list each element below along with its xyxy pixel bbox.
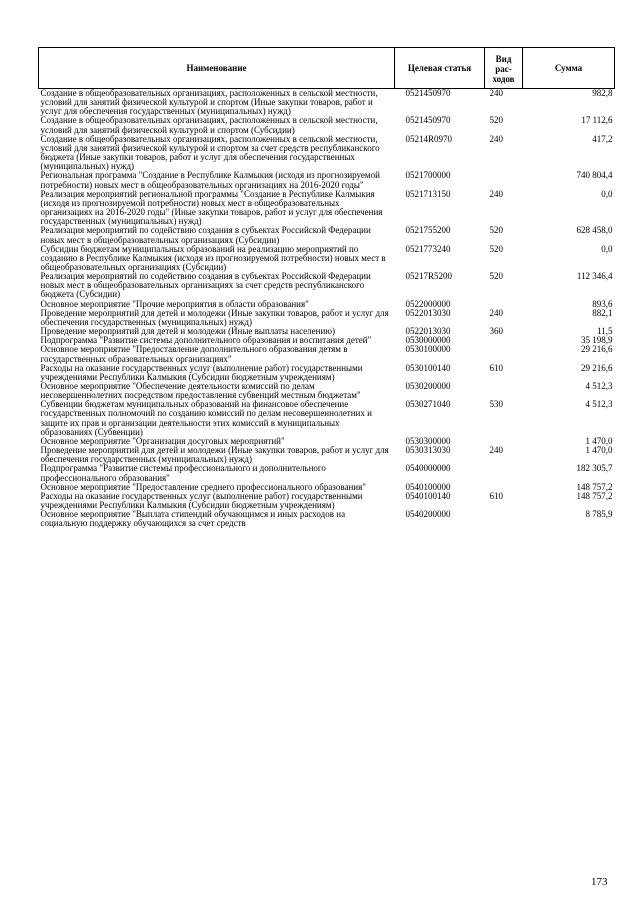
table-body xyxy=(39,89,615,529)
row-sum: 182 305,7 xyxy=(576,463,613,474)
table-row xyxy=(39,171,615,189)
table-row xyxy=(39,400,615,437)
row-name: Подпрограмма "Развитие системы дополнительного образования и воспитания детей" xyxy=(40,335,372,346)
row-name: Создание в общеобразовательных организациях, расположенных в сельской местности, условий для занятий физической культурой и спортом (Субсидии) xyxy=(40,115,378,135)
row-sum: 29 216,6 xyxy=(581,344,613,355)
table-row xyxy=(39,492,615,510)
row-target-article: 0530100000 xyxy=(405,344,451,355)
row-sum: 893,6 xyxy=(592,298,613,309)
row-name: Основное мероприятие "Выплата стипендий обучающимся и иных расходов на социальную поддержку обучающихся за счет средств xyxy=(40,509,346,529)
table-row xyxy=(39,135,615,172)
row-target-article: 0521700000 xyxy=(405,170,451,181)
row-target-article: 0521450970 xyxy=(405,88,451,98)
row-name: Подпрограмма "Развитие системы профессионального и дополнительного профессионального образования" xyxy=(40,463,326,483)
row-sum: 11,5 xyxy=(597,326,613,337)
row-expense-type: 610 xyxy=(489,362,503,373)
row-target-article: 0521450970 xyxy=(405,115,451,126)
row-expense-type xyxy=(485,345,523,363)
row-target-article: 0540000000 xyxy=(405,463,451,474)
budget-table xyxy=(38,47,615,529)
row-expense-type: 530 xyxy=(489,399,503,410)
row-sum: 417,2 xyxy=(592,133,613,144)
row-target-article: 0521755200 xyxy=(405,225,451,236)
row-sum: 1 470,0 xyxy=(585,435,613,446)
table-row xyxy=(39,464,615,482)
table-row xyxy=(39,446,615,464)
row-sum: 1 470,0 xyxy=(585,445,613,456)
row-target-article: 0540100000 xyxy=(405,481,451,492)
row-sum: 148 757,2 xyxy=(576,481,613,492)
row-target-article: 0530271040 xyxy=(405,399,451,410)
header-expense-type xyxy=(485,48,523,89)
table-row xyxy=(39,382,615,400)
row-name: Основное мероприятие "Организация досуговых мероприятий" xyxy=(40,435,285,446)
row-sum: 29 216,6 xyxy=(581,362,613,373)
row-target-article: 0522013030 xyxy=(405,326,451,337)
row-expense-type: 520 xyxy=(489,271,503,282)
row-expense-type xyxy=(485,171,523,189)
row-expense-type xyxy=(485,510,523,528)
row-name: Проведение мероприятий для детей и молодежи (Иные закупки товаров, работ и услуг для обеспечения государственных (муниципальных) нужд) xyxy=(40,445,389,465)
page-number: 173 xyxy=(591,876,608,888)
table-row xyxy=(39,89,615,117)
row-expense-type: 520 xyxy=(489,243,503,254)
row-name: Расходы на оказание государственных услуг (выполнение работ) государственными учреждениями Республики Калмыкия (Субсидии бюджетным учреждениям) xyxy=(40,362,363,382)
table-row xyxy=(39,345,615,363)
row-target-article: 0522013030 xyxy=(405,307,451,318)
header-expense-type-line3: ходов xyxy=(492,74,515,84)
row-sum: 112 346,4 xyxy=(576,271,613,282)
header-sum: Сумма xyxy=(523,48,615,89)
table-row xyxy=(39,226,615,244)
row-expense-type: 240 xyxy=(489,445,503,456)
row-expense-type: 240 xyxy=(489,188,503,199)
row-sum: 982,8 xyxy=(592,88,613,98)
table-row xyxy=(39,510,615,528)
row-sum: 0,0 xyxy=(601,243,613,254)
row-name: Региональная программа "Создание в Республике Калмыкия (исходя из прогнозируемой потребности) новых мест в общеобразовательных организациях на 2016-2020 годы" xyxy=(40,170,380,190)
header-expense-type-line1: Вид xyxy=(495,54,512,64)
row-name: Основное мероприятие "Предоставление среднего профессионального образования" xyxy=(40,481,366,492)
row-target-article: 0530200000 xyxy=(405,381,451,391)
row-expense-type: 520 xyxy=(489,115,503,126)
row-sum: 4 512,3 xyxy=(585,399,613,410)
row-target-article: 0540100140 xyxy=(405,490,451,501)
row-name: Проведение мероприятий для детей и молодежи (Иные закупки товаров, работ и услуг для обеспечения государственных (муниципальных) нужд) xyxy=(40,307,389,327)
row-sum: 628 458,0 xyxy=(576,225,613,236)
table-header xyxy=(39,48,615,89)
row-target-article: 0521773240 xyxy=(405,243,451,254)
row-sum: 0,0 xyxy=(601,188,613,199)
row-name: Создание в общеобразовательных организациях, расположенных в сельской местности, условий для занятий физической культурой и спортом (Иные закупки товаров, работ и услуг для обеспечения государственных (муниципальных) нужд) xyxy=(40,88,378,117)
row-expense-type: 610 xyxy=(489,490,503,501)
row-target-article: 0530000000 xyxy=(405,335,451,346)
row-name: Расходы на оказание государственных услуг (выполнение работ) государственными учреждениями Республики Калмыкия (Субсидии бюджетным учреждениям) xyxy=(40,490,363,511)
row-sum: 740 804,4 xyxy=(576,170,613,181)
table-row xyxy=(39,272,615,299)
row-target-article: 05214R0970 xyxy=(405,133,453,144)
header-name: Наименование xyxy=(39,48,395,89)
row-target-article: 0540200000 xyxy=(405,509,451,520)
row-sum: 8 785,9 xyxy=(585,509,613,520)
row-name: Реализация мероприятий региональной программы "Создание в Республике Калмыкия (исходя из прогнозируемой потребности) новых мест в общеобразовательных организациях на 2016-2020 годы" (Иные закупки товаров, работ и услуг для обеспечения государственных (муниципальных) нужд) xyxy=(40,188,383,227)
table-row xyxy=(39,116,615,134)
row-name: Создание в общеобразовательных организациях, расположенных в сельской местности, условий для занятий физической культурой и спортом за счет средств республиканского бюджета (Иные закупки товаров, работ и услуг для обеспечения государственных (муниципальных) нужд) xyxy=(40,133,380,172)
row-name: Основное мероприятие "Обеспечение деятельности комиссий по делам несовершеннолетних посредством предоставления субвенций местным бюджетам" xyxy=(40,381,361,401)
row-target-article: 0522000000 xyxy=(405,298,451,309)
budget-table-page xyxy=(38,47,614,529)
table-row xyxy=(39,245,615,272)
header-expense-type-line2: рас- xyxy=(495,64,512,74)
row-expense-type: 520 xyxy=(489,225,503,236)
row-sum: 882,1 xyxy=(592,307,613,318)
row-sum: 35 198,9 xyxy=(581,335,613,346)
table-row xyxy=(39,364,615,382)
row-name: Субвенции бюджетам муниципальных образований на финансовое обеспечение государственных полномочий по созданию комиссий по делам несовершеннолетних и защите их прав и организации деятельности этих комиссий в муниципальных образованиях (Субвенции) xyxy=(40,399,372,437)
row-expense-type: 360 xyxy=(489,326,503,337)
row-target-article: 0530100140 xyxy=(405,362,451,373)
row-expense-type xyxy=(485,464,523,482)
row-name: Реализация мероприятий по содействию создания в субъектах Российской Федерации новых мест в общеобразовательных организациях (Субсидии) xyxy=(40,225,371,245)
row-name: Субсидии бюджетам муниципальных образований на реализацию мероприятий по созданию в Республике Калмыкия (исходя из прогнозируемой потребности) новых мест в общеобразовательных организациях (Субсидии) xyxy=(40,243,386,272)
row-sum: 148 757,2 xyxy=(576,490,613,501)
table-row xyxy=(39,190,615,227)
row-expense-type: 240 xyxy=(489,88,503,98)
row-name: Основное мероприятие "Прочие мероприятия в области образования" xyxy=(40,298,309,309)
row-sum: 17 112,6 xyxy=(581,115,613,126)
row-name: Основное мероприятие "Предоставление дополнительного образования детям в государственных образовательных организациях" xyxy=(40,344,348,364)
row-sum: 4 512,3 xyxy=(585,381,613,391)
row-expense-type: 240 xyxy=(489,307,503,318)
row-target-article: 05217R5200 xyxy=(405,271,453,282)
row-name: Проведение мероприятий для детей и молодежи (Иные выплаты населению) xyxy=(40,326,336,337)
row-target-article: 0530300000 xyxy=(405,435,451,446)
row-target-article: 0521713150 xyxy=(405,188,451,199)
row-name: Реализация мероприятий по содействию создания в субъектах Российской Федерации новых мест в общеобразовательных организациях за счет средств республиканского бюджета (Субсидии) xyxy=(40,271,371,300)
row-target-article: 0530313030 xyxy=(405,445,451,456)
row-expense-type xyxy=(485,382,523,400)
table-row xyxy=(39,309,615,327)
header-target-article: Целевая статья xyxy=(395,48,485,89)
row-expense-type: 240 xyxy=(489,133,503,144)
row-expense-type xyxy=(485,336,523,345)
